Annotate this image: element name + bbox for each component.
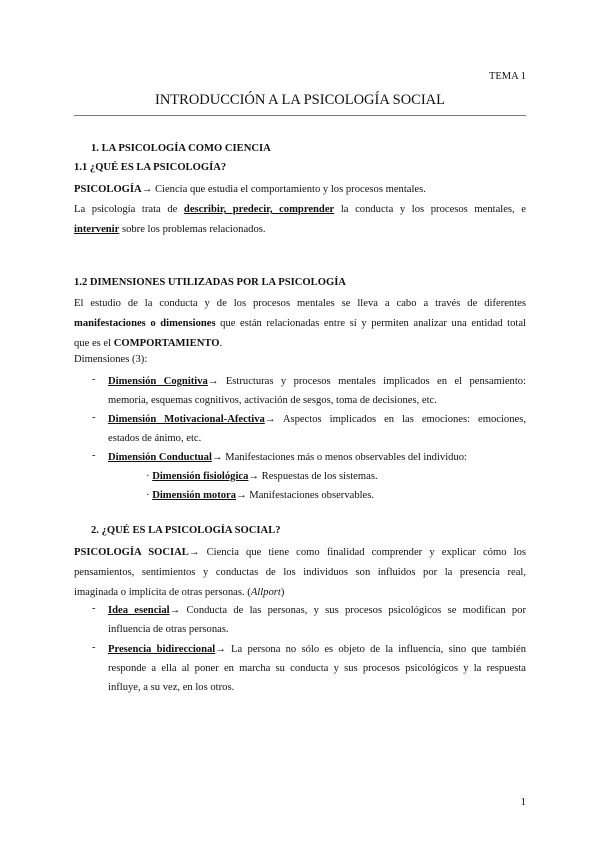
arrow-icon: → — [264, 414, 276, 425]
emphasis-text: describir, predecir, comprender — [183, 204, 335, 215]
concept-text: influye, a su vez, en los otros. — [108, 682, 235, 693]
dash-bullet: - — [92, 603, 96, 614]
definition-text: imaginada o implícita de otras personas. ( — [74, 587, 251, 598]
psicologia-social-definition — [74, 543, 526, 603]
sub-item-fisiologica — [146, 467, 378, 486]
paragraph-text: La psicología trata de — [74, 204, 184, 215]
paragraph-text: la conducta y los procesos mentales, e — [334, 204, 526, 215]
concept-text: Conducta de las personas, y sus procesos psicológicos se modifican por — [180, 605, 527, 616]
dimension-text: Aspectos implicados en las emociones: emociones, — [275, 414, 526, 425]
concept-term: Presencia bidireccional — [108, 644, 216, 655]
sub-item-motora — [146, 486, 374, 505]
arrow-icon: → — [141, 184, 153, 195]
dimension-term: Dimensión Cognitiva — [108, 376, 208, 387]
dimension-text: estados de ánimo, etc. — [108, 433, 202, 444]
section-2-heading: 2. ¿QUÉ ES LA PSICOLOGÍA SOCIAL? — [91, 525, 281, 536]
dimensiones-paragraph — [74, 294, 526, 354]
definition-term: PSICOLOGÍA SOCIAL — [74, 547, 189, 558]
emphasis-text: manifestaciones o dimensiones — [74, 318, 216, 329]
arrow-icon: → — [236, 490, 247, 501]
author-citation: Allport — [250, 587, 281, 598]
dimension-text: memoria, esquemas cognitivos, activación de sesgos, toma de decisiones, etc. — [108, 395, 437, 406]
psicologia-paragraph — [74, 200, 526, 240]
arrow-icon: → — [207, 376, 219, 387]
psicologia-definition — [74, 180, 526, 200]
dot-bullet: · — [146, 490, 150, 501]
section-1-heading: 1. LA PSICOLOGÍA COMO CIENCIA — [91, 143, 271, 154]
dimension-term: Dimensión Conductual — [108, 452, 212, 463]
dimension-term: Dimensión fisiológica — [152, 471, 249, 482]
paragraph-text: que es el — [74, 338, 114, 349]
dimension-term: Dimensión motora — [152, 490, 237, 501]
concept-text: La persona no sólo es objeto de la influencia, sino que también — [225, 644, 526, 655]
section-1-1-heading: 1.1 ¿QUÉ ES LA PSICOLOGÍA? — [74, 162, 227, 173]
arrow-icon: → — [188, 547, 200, 558]
dimension-text: Manifestaciones observables. — [246, 490, 375, 501]
dash-bullet: - — [92, 450, 96, 461]
dash-bullet: - — [92, 374, 96, 385]
paragraph-text: que están relacionadas entre sí y permiten analizar una entidad total — [215, 318, 526, 329]
dimensions-label: Dimensiones (3): — [74, 354, 148, 365]
definition-text: pensamientos, sentimientos y conductas de los individuos son influidos por la presencia real, — [74, 567, 526, 578]
page-number: 1 — [520, 796, 526, 808]
arrow-icon: → — [248, 471, 260, 482]
dimension-text: Respuestas de los sistemas. — [259, 471, 378, 482]
definition-text: Ciencia que estudia el comportamiento y los procesos mentales. — [152, 184, 426, 195]
dash-bullet: - — [92, 412, 96, 423]
arrow-icon: → — [215, 644, 226, 655]
title-divider — [74, 115, 526, 116]
dimension-term: Dimensión Motivacional-Afectiva — [108, 414, 265, 425]
dimension-text: Manifestaciones más o menos observables del individuo: — [222, 452, 467, 463]
definition-text: ) — [280, 587, 285, 598]
concept-term: Idea esencial — [108, 605, 170, 616]
emphasis-text: intervenir — [74, 224, 120, 235]
concept-text: responde a ella al poner en marcha su conducta y sus procesos psicológicos y la respuesta — [108, 663, 526, 674]
emphasis-text: COMPORTAMIENTO — [113, 338, 220, 349]
arrow-icon: → — [211, 452, 223, 463]
dot-bullet: · — [146, 471, 150, 482]
dash-bullet: - — [92, 642, 96, 653]
definition-text: Ciencia que tiene como finalidad comprender y explicar cómo los — [199, 547, 526, 558]
definition-term: PSICOLOGÍA — [74, 184, 142, 195]
paragraph-text: sobre los problemas relacionados. — [119, 224, 266, 235]
section-1-2-heading: 1.2 DIMENSIONES UTILIZADAS POR LA PSICOLOGÍA — [74, 277, 346, 288]
paragraph-text: . — [219, 338, 223, 349]
document-title: INTRODUCCIÓN A LA PSICOLOGÍA SOCIAL — [154, 92, 446, 108]
arrow-icon: → — [169, 605, 181, 616]
dimension-text: Estructuras y procesos mentales implicados en el pensamiento: — [218, 376, 526, 387]
concept-text: influencia de otras personas. — [108, 624, 229, 635]
paragraph-line: El estudio de la conducta y de los procesos mentales se lleva a cabo a través de diferentes — [74, 298, 526, 309]
tema-label: TEMA 1 — [488, 71, 526, 82]
